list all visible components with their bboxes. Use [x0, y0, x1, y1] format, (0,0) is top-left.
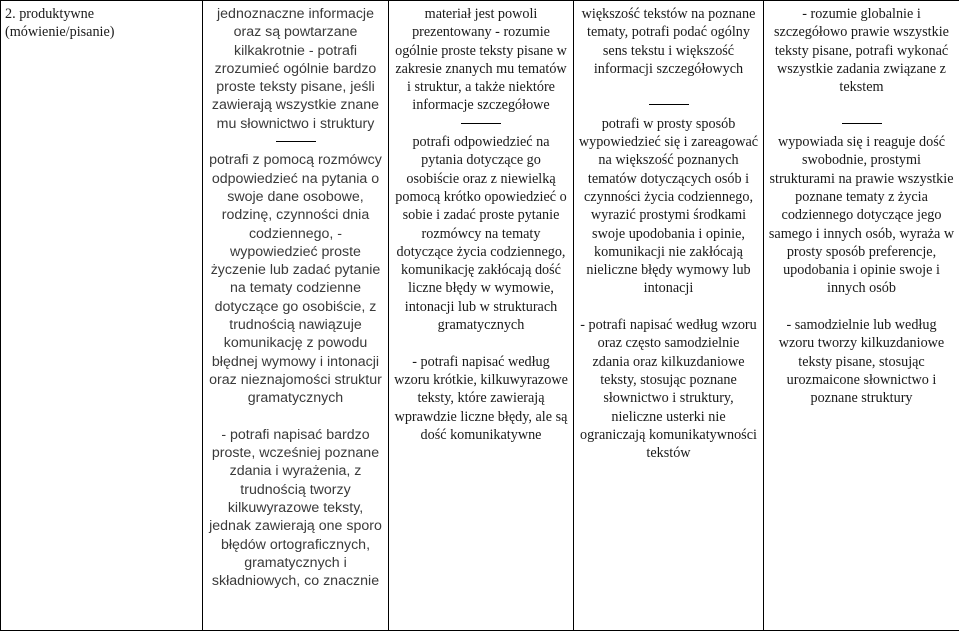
grade-column-2 [389, 1, 574, 631]
speaking-description: potrafi z pomocą rozmówcy odpowiedzieć na pytania o swoje dane osobowe, rodzinę, czynności dnia codziennego, - wypowiedzieć proste życzenie lub zadać pytanie na tematy codzienne dotyczące go osobiście, z trudnością nawiązuje komunikację z powodu błędnej wymowy i intonacji oraz nieznajomości struktur gramatycznych [209, 152, 382, 407]
section-divider [578, 96, 759, 114]
writing-description: - samodzielnie lub według wzoru tworzy kilkuzdaniowe teksty pisane, stosując urozmaicone słownictwo i poznane struktury [778, 317, 945, 407]
writing-description: - potrafi napisać według wzoru krótkie, kilkuwyrazowe teksty, które zawierają wprawdzie liczne błędy, ale są dość komunikatywne [394, 353, 568, 443]
skill-category-cell [1, 1, 203, 631]
grade-column-1 [203, 1, 389, 631]
table-row [1, 1, 959, 631]
skill-category-label: 2. produktywne (mówienie/pisanie) [5, 6, 115, 41]
grade-column-4 [764, 1, 959, 631]
speaking-description: potrafi odpowiedzieć na pytania dotyczące go osobiście oraz z niewielką pomocą krótko opowiedzieć o sobie i zadać proste pytanie rozmówcy na tematy dotyczące życia codziennego, komunikację zakłócają dość liczne błędy w wymowie, intonacji lub w strukturach gramatycznych [395, 134, 567, 334]
speaking-description: wypowiada się i reaguje dość swobodnie, prostymi strukturami na prawie wszystkie poznane tematy z życia codziennego dotyczące jego samego i innych osób, wyraża w prosty sposób preferencje, upodobania i opinie swoje i innych osób [768, 134, 955, 297]
section-divider [207, 133, 384, 151]
grade-column-3 [574, 1, 764, 631]
section-divider [393, 115, 569, 133]
reading-description: jednoznaczne informacje oraz są powtarzane kilkakrotnie - potrafi zrozumieć ogólnie bardzo proste teksty pisane, jeśli zawierają wszystkie znane mu słownictwo i struktury [211, 6, 380, 132]
writing-description: - potrafi napisać według wzoru oraz często samodzielnie zdania oraz kilkuzdaniowe teksty, stosując poznane słownictwo i struktury, nieliczne usterki nie ograniczają komunikatywności tekstów [580, 317, 757, 462]
writing-description: - potrafi napisać bardzo proste, wcześniej poznane zdania i wyrażenia, z trudnością tworzy kilkuwyrazowe teksty, jednak zawierają one sporo błędów ortograficznych, gramatycznych i składniowych, co znacznie [209, 426, 382, 590]
speaking-description: potrafi w prosty sposób wypowiedzieć się i zareagować na większość poznanych tematów dotyczących osób i czynności życia codziennego, wyrazić prostymi środkami swoje upodobania i opinie, komunikacji nie zakłócają nieliczne błędy wymowy lub intonacji [578, 115, 759, 297]
section-divider [768, 115, 955, 133]
reading-description: większość tekstów na poznane tematy, potrafi podać ogólny sens tekstu i większość informacji szczegółowych [581, 6, 756, 77]
reading-description: - rozumie globalnie i szczegółowo prawie wszystkie teksty pisane, potrafi wykonać wszystkie zadania związane z tekstem [774, 6, 949, 96]
reading-description: materiał jest powoli prezentowany - rozumie ogólnie proste teksty pisane w zakresie znanych mu tematów i struktur, a także niektóre informacje szczegółowe [395, 6, 567, 114]
